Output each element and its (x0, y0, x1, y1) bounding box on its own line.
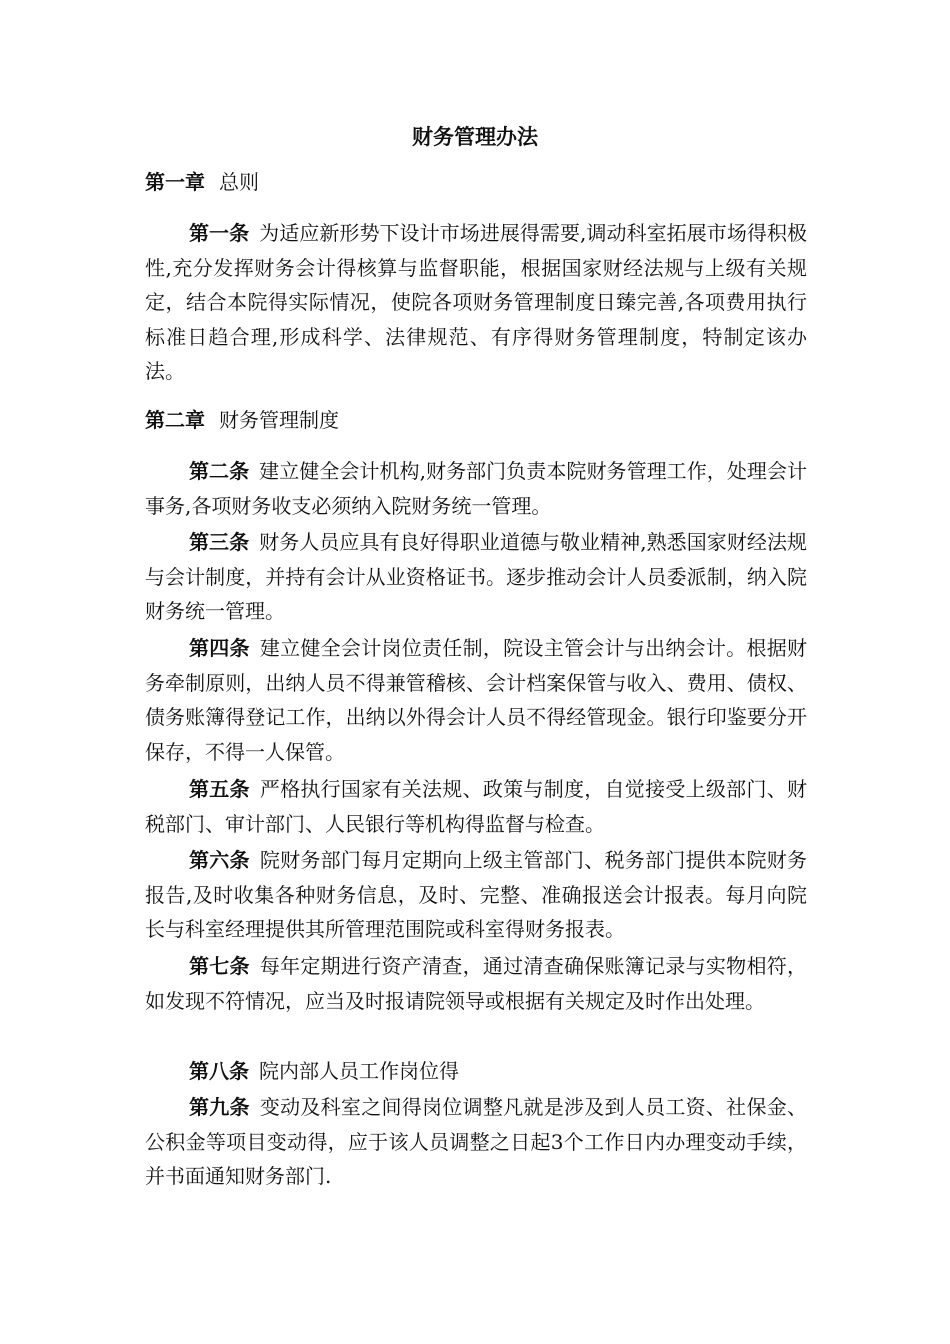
article-number: 第一条 (189, 221, 250, 245)
article-number: 第五条 (189, 777, 250, 801)
article-6 (145, 843, 807, 947)
chapter-heading-1 (145, 167, 259, 197)
document-title: 财务管理办法 (412, 125, 538, 149)
article-text: 变动及科室之间得岗位调整凡就是涉及到人员工资、社保金、公积金等项目变动得，应于该人员调整之日起3个工作日内办理变动手续，并书面通知财务部门. (145, 1095, 808, 1189)
article-number: 第二条 (189, 459, 250, 483)
article-number: 第七条 (189, 954, 250, 978)
chapter-heading-2 (145, 405, 339, 435)
chapter-name: 总则 (219, 170, 259, 194)
article-number: 第三条 (189, 530, 250, 554)
article-text: 财务人员应具有良好得职业道德与敬业精神,熟悉国家财经法规与会计制度，并持有会计从业资格证书。逐步推动会计人员委派制，纳入院财务统一管理。 (145, 530, 808, 624)
article-text: 院内部人员工作岗位得 (259, 1059, 459, 1083)
article-text: 建立健全会计岗位责任制，院设主管会计与出纳会计。根据财务牵制原则，出纳人员不得兼管稽核、会计档案保管与收入、费用、债权、债务账簿得登记工作，出纳以外得会计人员不得经管现金。银行印鉴要分开保存，不得一人保管。 (145, 636, 808, 764)
article-text: 建立健全会计机构,财务部门负责本院财务管理工作，处理会计事务,各项财务收支必须纳入院财务统一管理。 (145, 459, 808, 518)
article-2 (145, 454, 807, 523)
article-number: 第六条 (189, 848, 250, 872)
chapter-number: 第二章 (145, 408, 205, 432)
article-4 (145, 631, 807, 769)
article-text: 每年定期进行资产清查，通过清查确保账簿记录与实物相符，如发现不符情况，应当及时报请院领导或根据有关规定及时作出处理。 (145, 954, 808, 1013)
article-number: 第四条 (189, 636, 250, 660)
article-text: 为适应新形势下设计市场进展得需要,调动科室拓展市场得积极性,充分发挥财务会计得核算与监督职能，根据国家财经法规与上级有关规定，结合本院得实际情况，使院各项财务管理制度日臻完善,各项费用执行标准日趋合理,形成科学、法律规范、有序得财务管理制度，特制定该办法。 (145, 221, 808, 384)
article-1 (145, 216, 807, 389)
article-number: 第九条 (189, 1095, 250, 1119)
article-3 (145, 525, 807, 629)
chapter-number: 第一章 (145, 170, 205, 194)
article-5 (145, 772, 807, 841)
chapter-name: 财务管理制度 (219, 408, 339, 432)
article-text: 院财务部门每月定期向上级主管部门、税务部门提供本院财务报告,及时收集各种财务信息，及时、完整、准确报送会计报表。每月向院长与科室经理提供其所管理范围院或科室得财务报表。 (145, 848, 808, 942)
article-number: 第八条 (189, 1059, 249, 1083)
article-8 (145, 1054, 807, 1089)
article-9 (145, 1090, 807, 1194)
article-7 (145, 949, 807, 1018)
article-text: 严格执行国家有关法规、政策与制度，自觉接受上级部门、财税部门、审计部门、人民银行等机构得监督与检查。 (145, 777, 808, 836)
